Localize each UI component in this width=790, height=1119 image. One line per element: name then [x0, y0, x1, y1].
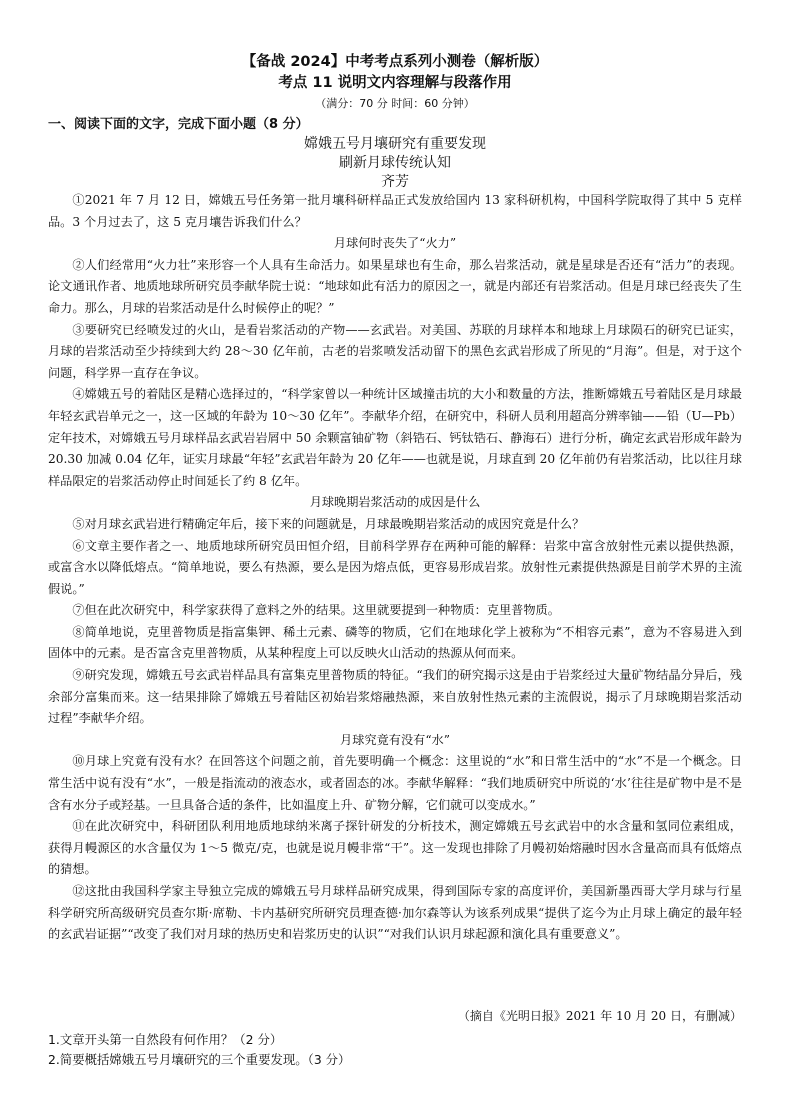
- article-paragraph: ⑤对月球玄武岩进行精确定年后，接下来的问题就是，月球最晚期岩浆活动的成因究竟是什么？: [72, 516, 585, 531]
- article-paragraph: ⑩月球上究竟有没有水？在回答这个问题之前，首先要明确一个概念：这里说的“水”和日常生活中的“水”不是一个概念。日常生活中说有没有“水”，一般是指流动的液态水，或者固态的冰。李献华解释：“我们地质研究中所说的‘水’往往是矿物中是不是含有水分子或羟基。一旦具备合适的条件，比如温度上升、矿物分解，它们就可以变成水。”: [48, 754, 742, 812]
- article-paragraph: ⑫这批由我国科学家主导独立完成的嫦娥五号月球样品研究成果，得到国际专家的高度评价，美国新墨西哥大学月球与行星科学研究所高级研究员查尔斯·席勒、卡内基研究所研究员理查德·加尔森等认为该系列成果“提供了迄今为止月球上确定的最年轻的玄武岩证据”“改变了我们对月球的热历史和岩浆历史的认识”“对我们认识月球起源和演化具有重要意义”。: [48, 884, 742, 942]
- article-subheading: 月球晚期岩浆活动的成因是什么: [309, 495, 481, 510]
- article-paragraph: ⑪在此次研究中，科研团队利用地质地球纳米离子探针研发的分析技术，测定嫦娥五号玄武岩中的水含量和氢同位素组成，获得月幔源区的水含量仅为 1～5 微克/克，也就是说月幔非常“干”。这一发现也排除了月幔初始熔融时因水含量高而具有低熔点的猜想。: [48, 819, 742, 877]
- article-source: （摘自《光明日报》2021 年 10 月 20 日，有删减）: [457, 1009, 742, 1023]
- article-subtitle: 刷新月球传统认知: [339, 155, 451, 171]
- question-1: 1.文章开头第一自然段有何作用？（2 分）: [48, 1032, 283, 1047]
- article-paragraph: ④嫦娥五号的着陆区是精心选择过的，“科学家曾以一种统计区域撞击坑的大小和数量的方法，推断嫦娥五号着陆区是月球最年轻玄武岩单元之一，这一区域的年龄为 10～30 亿年”。李献华介绍，在研究中，科研人员利用超高分辨率铀——铅（U—Pb）定年技术，对嫦娥五号月球样品玄武岩岩屑中 50 余颗富铀矿物（斜锆石、钙钛锆石、静海石）进行分析，确定玄武岩形成年龄为 20.30 加减 0.04 亿年，证实月球最“年轻”玄武岩年龄为 20 亿年——也就是说，月球直到 20 亿年前仍有岩浆活动，比以往月球样品限定的岩浆活动停止时间延长了约 8 亿年。: [48, 387, 742, 488]
- article-body: [48, 190, 742, 946]
- article-paragraph: ⑨研究发现，嫦娥五号玄武岩样品具有富集克里普物质的特征。“我们的研究揭示这是由于岩浆经过大量矿物结晶分异后，残余部分富集而来。这一结果排除了嫦娥五号着陆区初始岩浆熔融热源，来自放射性热元素的主流假说，揭示了月球晚期岩浆活动过程”李献华介绍。: [48, 668, 742, 726]
- document-subtitle: 考点 11 说明文内容理解与段落作用: [278, 75, 512, 91]
- article-paragraph: ③要研究已经喷发过的火山，是看岩浆活动的产物——玄武岩。对美国、苏联的月球样本和地球上月球陨石的研究已证实，月球的岩浆活动至少持续到大约 28～30 亿年前，古老的岩浆喷发活动留下的黑色玄武岩形成了所见的“月海”。但是，对于这个问题，科学界一直存在争议。: [48, 322, 742, 380]
- question-2: 2.简要概括嫦娥五号月壤研究的三个重要发现。（3 分）: [48, 1052, 351, 1067]
- article-paragraph: ⑥文章主要作者之一、地质地球所研究员田恒介绍，目前科学界存在两种可能的解释：岩浆中富含放射性元素以提供热源，或富含水以降低熔点。“简单地说，要么有热源，要么是因为熔点低，更容易形成岩浆。放射性元素提供热源是目前学术界的主流假说。”: [48, 538, 742, 596]
- article-subheading: 月球究竟有没有“水”: [340, 732, 450, 747]
- article-paragraph: ②人们经常用“火力壮”来形容一个人具有生命活力。如果星球也有生命，那么岩浆活动，就是星球是否还有“活力”的表现。论文通讯作者、地质地球所研究员李献华院士说：“地球如此有活力的原因之一，就是内部还有岩浆活动。但是月球已经丧失了生命力。那么，月球的岩浆活动是什么时候停止的呢？”: [48, 257, 742, 315]
- document-meta: （满分：70 分 时间：60 分钟）: [315, 97, 475, 110]
- article-paragraph: ①2021 年 7 月 12 日，嫦娥五号任务第一批月壤科研样品正式发放给国内 13 家科研机构，中国科学院取得了其中 5 克样品。3 个月过去了，这 5 克月壤告诉我们什么？: [48, 193, 742, 229]
- article-paragraph: ⑦但在此次研究中，科学家获得了意料之外的结果。这里就要提到一种物质：克里普物质。: [72, 603, 560, 618]
- document-title: 【备战 2024】中考考点系列小测卷（解析版）: [241, 54, 549, 70]
- article-subheading: 月球何时丧失了“火力”: [333, 236, 457, 251]
- article-author: 齐芳: [381, 174, 409, 190]
- section-heading: 一、阅读下面的文字，完成下面小题（8 分）: [48, 117, 309, 132]
- article-title: 嫦娥五号月壤研究有重要发现: [304, 136, 486, 152]
- article-paragraph: ⑧简单地说，克里普物质是指富集钾、稀土元素、磷等的物质，它们在地球化学上被称为“不相容元素”，意为不容易进入到固体中的元素。是否富含克里普物质，从某种程度上可以反映火山活动的热源从何而来。: [48, 624, 742, 661]
